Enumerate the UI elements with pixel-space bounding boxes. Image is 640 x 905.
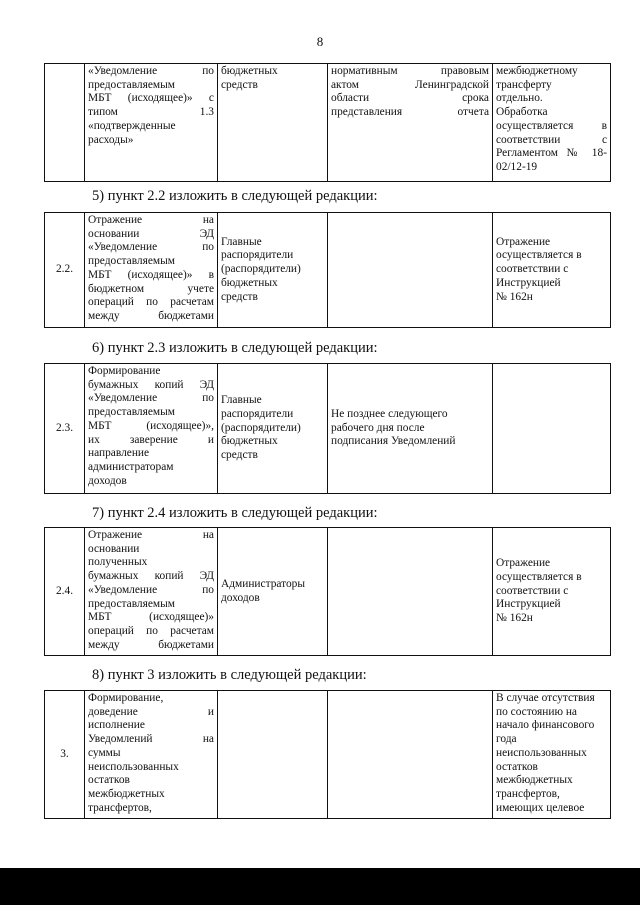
cell-text-line: начало финансового: [496, 719, 595, 732]
cell-text-line: бюджетных: [221, 276, 278, 289]
cell-text-line: полученных: [88, 556, 148, 569]
table-item-2-4: [44, 527, 611, 656]
cell-text-line: № 162н: [496, 290, 533, 303]
cell-text-line: Администраторы: [221, 577, 306, 590]
cell-text-line: Главные: [221, 394, 262, 407]
table-row: [45, 528, 611, 656]
row-number-cell: 2.4.: [45, 528, 85, 656]
cell-text-line: Отражение на: [88, 214, 214, 226]
cell-text-line: предоставляемым: [88, 78, 175, 91]
section-heading-2-3: 6) пункт 2.3 изложить в следующей редакции:: [92, 340, 378, 356]
section-heading-2-4: 7) пункт 2.4 изложить в следующей редакции:: [92, 505, 378, 521]
cell-text-line: трансфертов,: [88, 801, 152, 814]
executor-cell: [218, 691, 328, 819]
cell-text-line: трансферту: [496, 78, 552, 91]
cell-text-line: межбюджетных: [496, 774, 573, 787]
note-cell: [493, 364, 611, 494]
cell-text-line: области срока: [331, 92, 489, 105]
cell-text-line: доходов: [221, 591, 260, 604]
cell-text-line: Отражение на: [88, 529, 214, 541]
cell-text-line: их заверение и: [88, 433, 214, 446]
cell-text-line: бюджетных: [221, 435, 278, 448]
cell-text-line: направление: [88, 447, 150, 460]
note-cell: [493, 691, 611, 819]
cell-text-line: «подтвержденные: [88, 119, 176, 132]
cell-text-line: типом 1.3: [88, 106, 214, 119]
cell-text-line: Инструкцией: [496, 276, 561, 289]
table-row: [45, 364, 611, 494]
cell-text-line: трансфертов,: [496, 787, 560, 800]
cell-text-line: администраторам: [88, 460, 174, 473]
cell-text-line: «Уведомление по: [88, 241, 214, 254]
cell-text-line: остатков: [88, 774, 130, 787]
executor-cell: [218, 528, 328, 656]
cell-text-line: Уведомлений на: [88, 733, 214, 746]
cell-text-line: доходов: [88, 474, 127, 487]
row-number-cell: 3.: [45, 691, 85, 819]
cell-text-line: средств: [221, 449, 258, 462]
cell-text-line: Формирование,: [88, 692, 164, 704]
cell-text-line: Регламентом № 18-: [496, 147, 607, 160]
cell-text-line: основании: [88, 542, 140, 555]
cell-text-line: МБТ (исходящее)»,: [88, 419, 214, 432]
cell-text-line: Формирование: [88, 365, 161, 377]
cell-text-line: расходы»: [88, 133, 134, 146]
cell-text-line: (распорядители): [221, 263, 301, 276]
cell-text-line: актом Ленинградской: [331, 78, 489, 91]
note-cell: [493, 64, 611, 182]
operation-cell: [85, 364, 218, 494]
deadline-cell: [328, 691, 493, 819]
table-row: [45, 64, 611, 182]
cell-text-line: МБТ (исходящее)» с: [88, 92, 214, 105]
cell-text-line: средств: [221, 290, 258, 303]
cell-text-line: Главные: [221, 235, 262, 248]
deadline-cell: [328, 364, 493, 494]
operation-cell: [85, 213, 218, 328]
cell-text-line: Инструкцией: [496, 598, 561, 611]
cell-text-line: № 162н: [496, 612, 533, 625]
row-number-cell: [45, 64, 85, 182]
cell-text-line: рабочего дня после: [331, 421, 425, 434]
page-number: 8: [316, 34, 324, 49]
cell-text-line: 02/12-19: [496, 160, 538, 173]
cell-text-line: по состоянию на: [496, 705, 577, 718]
cell-text-line: МБТ (исходящее)»: [88, 611, 214, 624]
table-continuation: [44, 63, 611, 182]
cell-text-line: бумажных копий ЭД: [88, 378, 214, 391]
cell-text-line: «Уведомление по: [88, 392, 214, 405]
cell-text-line: распорядители: [221, 407, 294, 420]
cell-text-line: соответствии с: [496, 263, 569, 276]
cell-text-line: «Уведомление по: [88, 583, 214, 596]
cell-text-line: бумажных копий ЭД: [88, 570, 214, 583]
operation-cell: [85, 64, 218, 182]
cell-text-line: МБТ (исходящее)» в: [88, 268, 214, 281]
cell-text-line: бюджетных: [221, 65, 278, 77]
table-item-2-3: [44, 363, 611, 494]
table-item-2-2: [44, 212, 611, 328]
cell-text-line: исполнение: [88, 719, 145, 732]
cell-text-line: между бюджетами: [88, 638, 214, 651]
operation-cell: [85, 691, 218, 819]
cell-text-line: соответствии с: [496, 133, 607, 146]
executor-cell: [218, 64, 328, 182]
cell-text-line: распорядители: [221, 249, 294, 262]
cell-text-line: осуществляется в: [496, 119, 607, 132]
table-item-3: [44, 690, 611, 819]
section-heading-3: 8) пункт 3 изложить в следующей редакции:: [92, 667, 367, 683]
cell-text-line: остатков: [496, 760, 538, 773]
cell-text-line: Отражение: [496, 235, 551, 248]
cell-text-line: основании ЭД: [88, 227, 214, 240]
scan-bottom-edge: [0, 868, 640, 905]
cell-text-line: года: [496, 733, 517, 746]
executor-cell: [218, 364, 328, 494]
row-number-cell: 2.3.: [45, 364, 85, 494]
cell-text-line: предоставляемым: [88, 406, 175, 419]
cell-text-line: суммы: [88, 746, 121, 759]
cell-text-line: средств: [221, 78, 258, 91]
cell-text-line: неиспользованных: [496, 746, 587, 759]
note-cell: [493, 213, 611, 328]
cell-text-line: Обработка: [496, 106, 548, 119]
cell-text-line: В случае отсутствия: [496, 692, 595, 704]
cell-text-line: межбюджетных: [88, 787, 165, 800]
cell-text-line: Не позднее следующего: [331, 407, 448, 420]
cell-text-line: осуществляется в: [496, 249, 582, 262]
cell-text-line: операций по расчетам: [88, 296, 214, 309]
cell-text-line: неиспользованных: [88, 760, 179, 773]
deadline-cell: [328, 213, 493, 328]
cell-text-line: «Уведомление по: [88, 65, 214, 77]
cell-text-line: осуществляется в: [496, 570, 582, 583]
cell-text-line: бюджетном учете: [88, 282, 214, 295]
cell-text-line: (распорядители): [221, 421, 301, 434]
cell-text-line: между бюджетами: [88, 309, 214, 322]
deadline-cell: [328, 64, 493, 182]
deadline-cell: [328, 528, 493, 656]
cell-text-line: операций по расчетам: [88, 624, 214, 637]
cell-text-line: имеющих целевое: [496, 801, 585, 814]
table-row: [45, 213, 611, 328]
cell-text-line: межбюджетному: [496, 65, 578, 77]
table-row: [45, 691, 611, 819]
cell-text-line: нормативным правовым: [331, 65, 489, 77]
cell-text-line: соответствии с: [496, 584, 569, 597]
cell-text-line: отдельно.: [496, 92, 543, 105]
cell-text-line: Отражение: [496, 557, 551, 570]
cell-text-line: предоставляемым: [88, 255, 175, 268]
operation-cell: [85, 528, 218, 656]
row-number-cell: 2.2.: [45, 213, 85, 328]
section-heading-2-2: 5) пункт 2.2 изложить в следующей редакции:: [92, 188, 378, 204]
cell-text-line: предоставляемым: [88, 597, 175, 610]
executor-cell: [218, 213, 328, 328]
cell-text-line: представления отчета: [331, 106, 489, 119]
note-cell: [493, 528, 611, 656]
cell-text-line: подписания Уведомлений: [331, 435, 456, 448]
cell-text-line: доведение и: [88, 705, 214, 718]
